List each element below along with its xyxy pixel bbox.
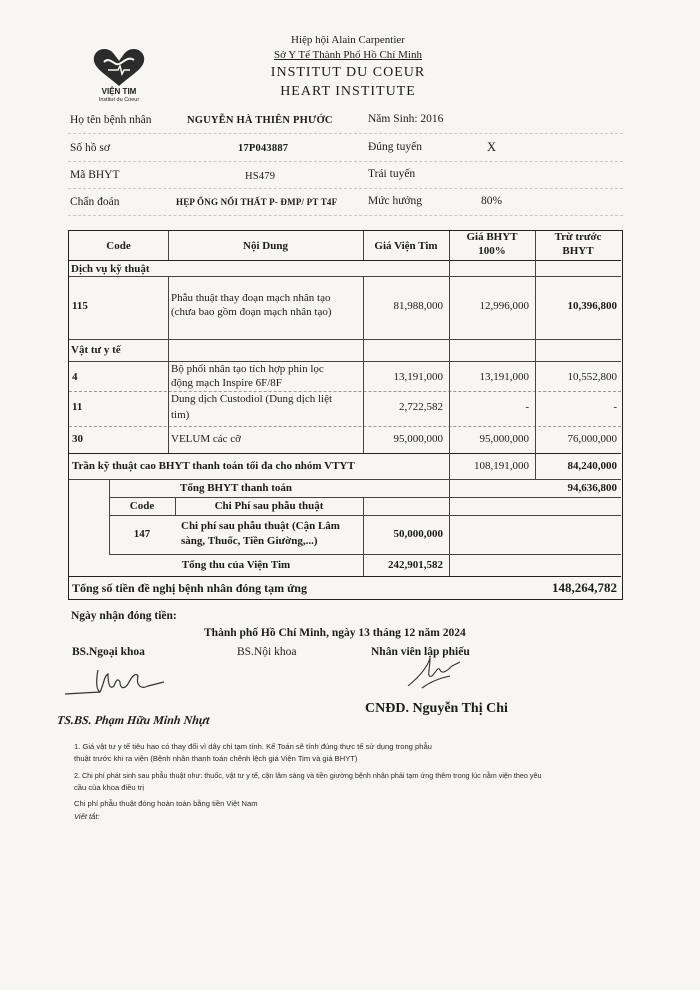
staff-signature [400, 652, 480, 692]
benefit-label: Mức hưởng [368, 195, 423, 207]
tech-row-desc-2: (chưa bao gồm đoạn mạch nhân tạo) [171, 306, 332, 318]
right-route-label: Đúng tuyến [368, 141, 422, 153]
supply-row-bhyt: - [525, 401, 529, 413]
supply-row-price: 2,722,582 [399, 401, 443, 413]
post-op-desc-1: Chi phí sau phẫu thuật (Cận Lâm [181, 520, 340, 532]
heart-institute-logo [84, 44, 154, 106]
supply-row-desc-2: tim) [171, 409, 190, 421]
bhyt-ceiling-label: Trần kỹ thuật cao BHYT thanh toán tối đa cho nhóm VTYT [72, 460, 355, 472]
surgery-doctor-title: BS.Ngoại khoa [72, 646, 145, 658]
tech-row-code: 115 [72, 300, 88, 312]
supply-row-code: 4 [72, 371, 78, 383]
supply-row-deduct: - [613, 401, 617, 413]
surgeon-name: TS.BS. Phạm Hữu Minh Nhựt [56, 713, 211, 727]
department-name: Sở Y Tế Thành Phố Hồ Chí Minh [274, 49, 422, 61]
staff-title: Nhân viên lập phiếu [371, 646, 470, 658]
benefit-rate: 80% [481, 195, 503, 207]
association-name: Hiệp hội Alain Carpentier [291, 34, 405, 46]
col-header-code: Code [106, 240, 131, 252]
internal-doctor-title: BS.Nội khoa [237, 646, 297, 658]
insurance-code-label: Mã BHYT [70, 169, 120, 181]
post-op-desc-2: sàng, Thuốc, Tiền Giường,...) [181, 535, 318, 547]
payment-received-label: Ngày nhận đóng tiền: [71, 610, 177, 622]
note-1b: thuật trước khi ra viện (Bệnh nhân thanh toán chênh lệch giá Viện Tim và giá BHYT) [74, 754, 358, 763]
col-header-deduct: Trừ trước [554, 231, 602, 243]
patient-name-label: Họ tên bệnh nhân [70, 114, 152, 126]
supply-row-desc-1: VELUM các cỡ [171, 433, 241, 445]
supply-row-price: 95,000,000 [393, 433, 443, 445]
note-2b: cầu của khoa điều trị [74, 783, 145, 792]
birth-year: Năm Sinh: 2016 [368, 113, 444, 125]
heart-logo-icon [84, 44, 154, 88]
record-number: 17P043887 [238, 143, 289, 154]
institute-revenue-label: Tổng thu của Viện Tim [181, 559, 291, 571]
supply-row-desc-2: động mạch Inspire 6F/8F [171, 377, 282, 389]
tech-row-price: 81,988,000 [393, 300, 443, 312]
col-header-content: Nội Dung [243, 240, 288, 252]
logo-text-main: VIỆN TIM [101, 87, 137, 96]
staff-name: CNĐD. Nguyễn Thị Chi [365, 701, 508, 716]
section-technical-services: Dịch vụ kỹ thuật [71, 263, 150, 275]
supply-row-desc-1: Bộ phổi nhân tạo tích hợp phin lọc [171, 363, 324, 375]
cost-table [68, 230, 623, 600]
signing-date: Thành phố Hồ Chí Minh, ngày 13 tháng 12 năm 2024 [204, 627, 466, 639]
supply-row-code: 30 [72, 433, 83, 445]
supply-row-bhyt: 95,000,000 [479, 433, 529, 445]
bhyt-ceiling-bhyt: 108,191,000 [474, 460, 529, 472]
bhyt-ceiling-deduct: 84,240,000 [567, 460, 617, 472]
institute-french: INSTITUT DU COEUR [270, 65, 426, 80]
right-route-mark: X [487, 140, 497, 154]
supply-row-deduct: 10,552,800 [567, 371, 617, 383]
note-1a: 1. Giá vật tư y tế tiêu hao có thay đổi vì dây chỉ tạm tính. Kế Toán sẽ tính đúng thực tế sử dụng trong phẫu [74, 742, 432, 751]
post-op-code-header: Code [129, 500, 155, 512]
tech-row-bhyt: 12,996,000 [479, 300, 529, 312]
post-op-code: 147 [133, 528, 151, 540]
supply-row-deduct: 76,000,000 [567, 433, 617, 445]
institute-english: HEART INSTITUTE [280, 84, 416, 99]
diagnosis: HẸP ỐNG NỐI THẤT P- ĐMP/ PT T4F [176, 197, 338, 207]
diagnosis-label: Chẩn đoán [70, 196, 120, 208]
col-header-institute-price: Giá Viện Tim [374, 240, 438, 252]
supply-row-code: 11 [72, 401, 83, 413]
note-3: Chi phí phẫu thuật đóng hoàn toàn bằng tiền Việt Nam [74, 799, 258, 808]
total-bhyt-label: Tổng BHYT thanh toán [180, 482, 292, 494]
surgeon-signature [60, 662, 170, 702]
wrong-route-label: Trái tuyến [368, 168, 416, 180]
tech-row-deduct: 10,396,800 [567, 300, 617, 312]
record-number-label: Số hồ sơ [70, 142, 110, 154]
section-medical-supplies: Vật tư y tế [71, 344, 121, 356]
logo-text-sub: Institut du Coeur [98, 97, 140, 103]
post-op-price: 50,000,000 [393, 528, 443, 540]
insurance-code: HS479 [245, 171, 276, 182]
advance-payment-value: 148,264,782 [552, 580, 617, 595]
institute-revenue-value: 242,901,582 [388, 559, 443, 571]
advance-payment-label: Tổng số tiền đề nghị bệnh nhân đóng tạm ứng [72, 581, 307, 595]
supply-row-desc-1: Dung dịch Custodiol (Dung dịch liệt [171, 393, 333, 405]
post-op-header: Chi Phí sau phẫu thuật [214, 500, 324, 512]
abbreviation-label: Viết tắt: [74, 812, 100, 821]
patient-name: NGUYỄN HÀ THIÊN PHƯỚC [187, 115, 333, 126]
col-header-bhyt-percent: 100% [478, 245, 506, 257]
col-header-bhyt-price: Giá BHYT [466, 231, 518, 243]
col-header-deduct-bhyt: BHYT [562, 245, 594, 257]
tech-row-desc-1: Phẫu thuật thay đoạn mạch nhân tạo [171, 292, 331, 304]
note-2a: 2. Chi phí phát sinh sau phẫu thuật như: thuốc, vật tư y tế, cận lâm sàng và tiền giường bệnh nhân phải tạm ứng thêm trong lúc nằm viện theo yêu [74, 771, 542, 780]
total-bhyt-value: 94,636,800 [567, 482, 617, 494]
supply-row-bhyt: 13,191,000 [479, 371, 529, 383]
supply-row-price: 13,191,000 [393, 371, 443, 383]
